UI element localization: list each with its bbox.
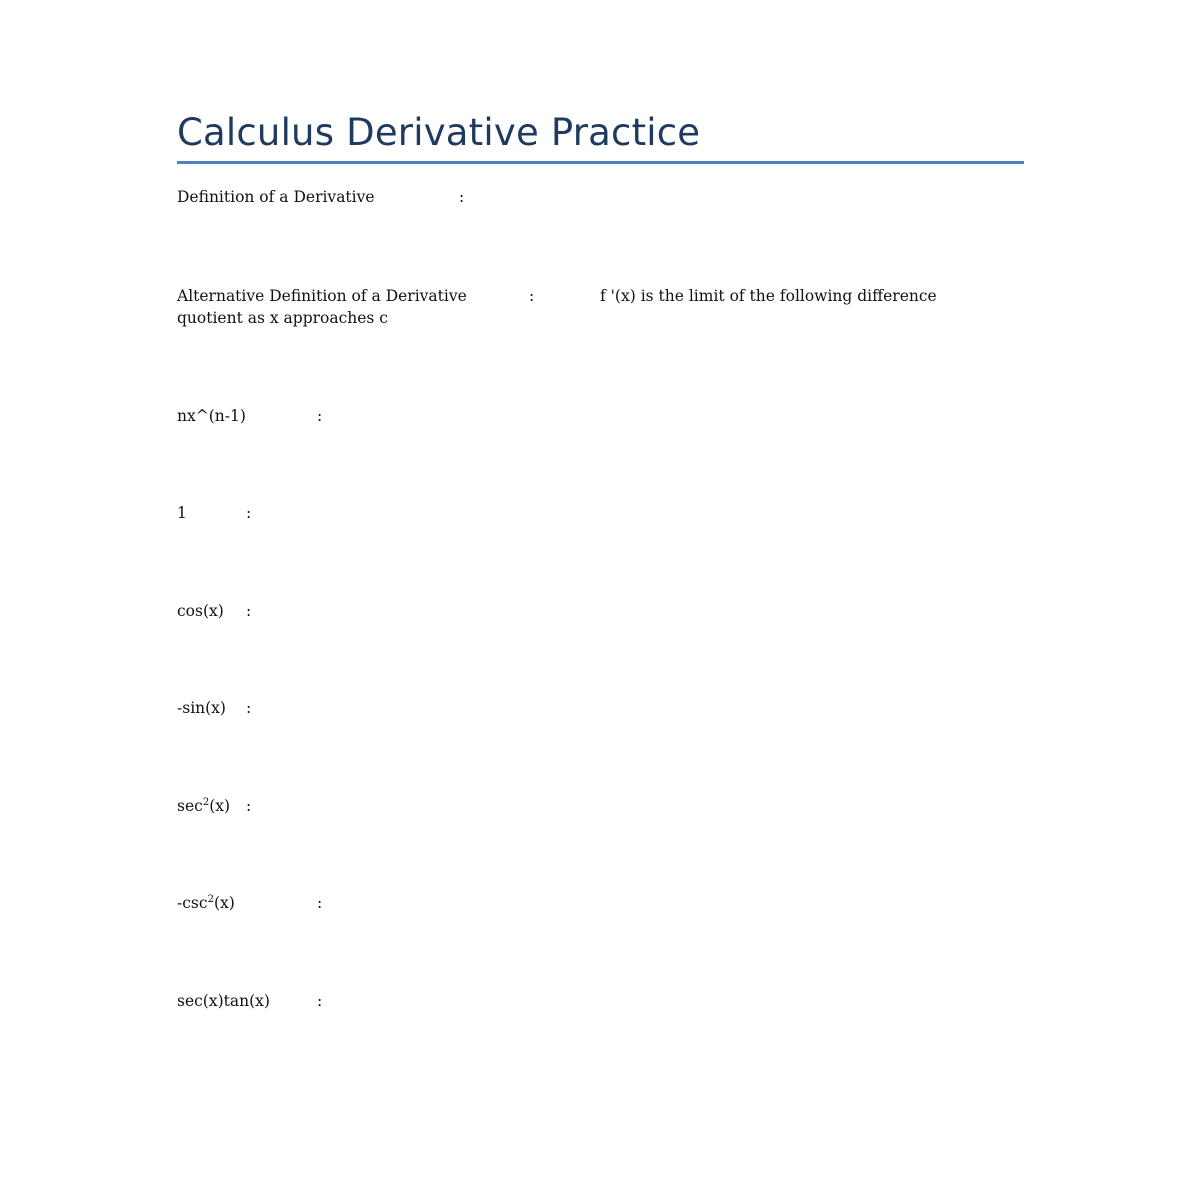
title-underline <box>177 161 1024 164</box>
term-label-exponent: 2 <box>202 796 210 808</box>
list-item <box>177 186 465 208</box>
list-item <box>177 892 323 914</box>
term-definition: f '(x) is the limit of the following difference <box>600 287 937 305</box>
term-separator: : <box>317 407 323 425</box>
term-label-base: sec <box>177 797 203 815</box>
term-separator: : <box>459 188 465 206</box>
term-label-arg: (x) <box>209 797 231 815</box>
term-separator: : <box>317 992 323 1010</box>
list-item <box>177 795 252 817</box>
term-label <box>177 795 230 817</box>
term-definition-continued: quotient as x approaches c <box>177 309 388 327</box>
term-label: cos(x) <box>177 602 224 620</box>
term-separator: : <box>246 797 252 815</box>
term-separator: : <box>529 287 535 305</box>
term-label: 1 <box>177 504 187 522</box>
list-item <box>177 285 1024 329</box>
page-title: Calculus Derivative Practice <box>177 111 701 154</box>
term-label: Definition of a Derivative <box>177 188 375 206</box>
term-label-exponent: 2 <box>207 893 214 905</box>
term-label: Alternative Definition of a Derivative <box>177 287 467 305</box>
term-label: nx^(n-1) <box>177 407 246 425</box>
term-separator: : <box>246 602 252 620</box>
term-label-base: -csc <box>177 894 208 912</box>
term-label-arg: (x) <box>213 894 235 912</box>
list-item <box>177 697 252 719</box>
list-item <box>177 600 252 622</box>
term-label: -sin(x) <box>177 699 226 717</box>
term-separator: : <box>246 699 252 717</box>
term-label <box>177 892 235 914</box>
list-item <box>177 502 252 524</box>
list-item <box>177 990 323 1012</box>
term-label: sec(x)tan(x) <box>177 992 270 1010</box>
term-separator: : <box>317 894 323 912</box>
term-separator: : <box>246 504 252 522</box>
list-item <box>177 405 323 427</box>
